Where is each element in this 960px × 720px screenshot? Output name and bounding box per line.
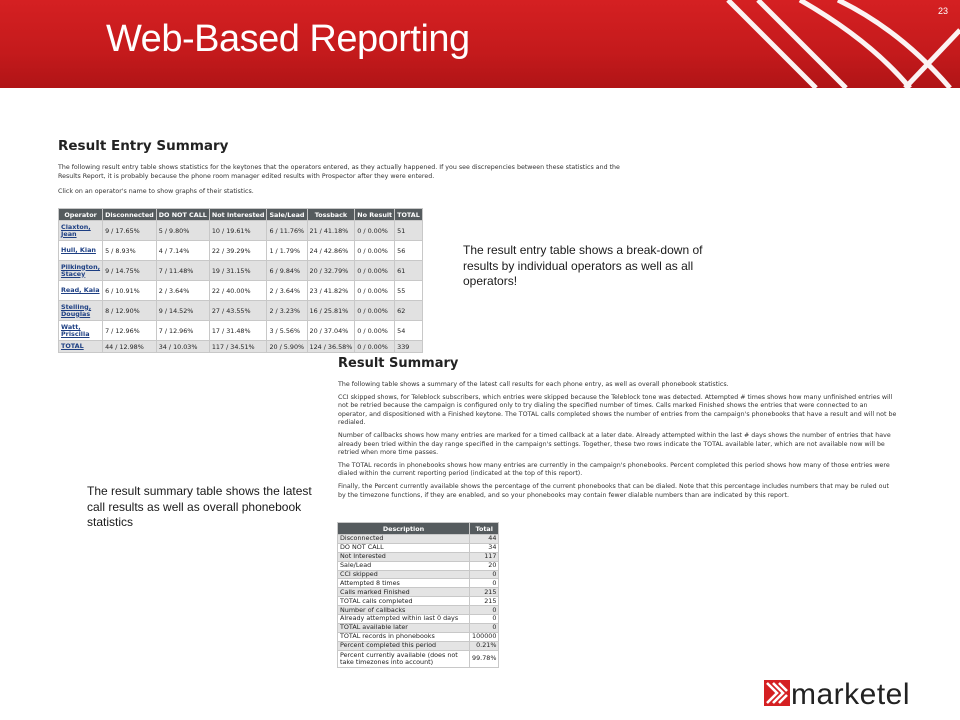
table-cell: 51 bbox=[395, 221, 423, 241]
summary-paragraph: The following table shows a summary of the latest call results for each phone entry, as well as overall phonebook statistics. bbox=[338, 381, 729, 388]
table-row bbox=[338, 543, 499, 552]
table-row bbox=[338, 552, 499, 561]
table-cell: 23 / 41.82% bbox=[307, 281, 355, 301]
table-cell: 56 bbox=[395, 241, 423, 261]
table-cell: 54 bbox=[395, 321, 423, 341]
table-row bbox=[59, 221, 423, 241]
table-row bbox=[338, 641, 499, 650]
table-cell: 117 bbox=[470, 552, 499, 561]
column-header: TOTAL bbox=[395, 209, 423, 221]
table-cell: 9 / 17.65% bbox=[103, 221, 157, 241]
operator-link[interactable]: Watt, Priscilla bbox=[59, 321, 103, 341]
table-cell: 4 / 7.14% bbox=[156, 241, 209, 261]
table-cell: 17 / 31.48% bbox=[209, 321, 267, 341]
summary-paragraph: The TOTAL records in phonebooks shows how many entries are currently in the campaign's phonebooks. Percent completed this period shows how many of those entries were dialed within the current reporting period (indicated at the top of this report). bbox=[338, 461, 890, 478]
table-cell: 24 / 42.86% bbox=[307, 241, 355, 261]
table-cell: 7 / 11.48% bbox=[156, 261, 209, 281]
column-header: Total bbox=[470, 523, 499, 535]
table-row bbox=[59, 261, 423, 281]
table-row bbox=[338, 632, 499, 641]
table-header-row bbox=[338, 523, 499, 535]
table-cell: Disconnected bbox=[338, 535, 470, 544]
table-cell: 5 / 8.93% bbox=[103, 241, 157, 261]
table-cell: 6 / 10.91% bbox=[103, 281, 157, 301]
table-cell: TOTAL calls completed bbox=[338, 597, 470, 606]
summary-table-callout: The result summary table shows the latest call results as well as overall phonebook statistics bbox=[87, 484, 312, 529]
result-summary-table bbox=[337, 522, 499, 668]
table-cell: TOTAL available later bbox=[338, 623, 470, 632]
table-cell: 21 / 41.18% bbox=[307, 221, 355, 241]
table-cell: 0 bbox=[470, 606, 499, 615]
table-cell: 44 / 12.98% bbox=[103, 341, 157, 353]
table-cell: 0 / 0.00% bbox=[355, 261, 395, 281]
result-summary-section bbox=[338, 356, 898, 504]
table-cell: 215 bbox=[470, 597, 499, 606]
table-total-row bbox=[59, 341, 423, 353]
table-cell: DO NOT CALL bbox=[338, 543, 470, 552]
table-cell: 0 / 0.00% bbox=[355, 281, 395, 301]
table-row bbox=[338, 597, 499, 606]
table-cell: 0 bbox=[470, 615, 499, 624]
table-cell: 34 bbox=[470, 543, 499, 552]
table-cell: CCI skipped bbox=[338, 570, 470, 579]
table-row bbox=[59, 281, 423, 301]
column-header: Description bbox=[338, 523, 470, 535]
result-entry-section bbox=[58, 138, 648, 197]
table-cell: Calls marked Finished bbox=[338, 588, 470, 597]
table-cell: 6 / 11.76% bbox=[267, 221, 307, 241]
table-cell: 2 / 3.64% bbox=[267, 281, 307, 301]
column-header: Operator bbox=[59, 209, 103, 221]
summary-paragraph: Finally, the Percent currently available shows the percentage of the current phonebooks that can be dialed. Note that this percentage includes numbers that may be ruled out by the timezone functions, if they are enabled, and so your phonebooks may contain fewer dialable numbers than are indicated by this report. bbox=[338, 482, 889, 499]
table-row bbox=[338, 588, 499, 597]
table-cell: 20 / 32.79% bbox=[307, 261, 355, 281]
table-cell: 215 bbox=[470, 588, 499, 597]
table-cell: 27 / 43.55% bbox=[209, 301, 267, 321]
operator-link[interactable]: Hull, Kian bbox=[59, 241, 103, 261]
table-cell: 1 / 1.79% bbox=[267, 241, 307, 261]
table-row bbox=[338, 561, 499, 570]
table-row bbox=[59, 301, 423, 321]
table-row bbox=[338, 570, 499, 579]
table-cell: 34 / 10.03% bbox=[156, 341, 209, 353]
table-cell: Number of callbacks bbox=[338, 606, 470, 615]
table-cell: 0 / 0.00% bbox=[355, 221, 395, 241]
result-entry-instruction: Click on an operator's name to show graphs of their statistics. bbox=[58, 188, 254, 196]
column-header: Tossback bbox=[307, 209, 355, 221]
result-entry-intro: The following result entry table shows statistics for the keytones that the operators entered, as they actually happened. If you see discrepencies between these statistics and the Results Report, it is probably because the phone room manager edited results with Prospector after they were entered. bbox=[58, 164, 620, 180]
table-row bbox=[338, 579, 499, 588]
table-cell: 44 bbox=[470, 535, 499, 544]
table-cell: 5 / 9.80% bbox=[156, 221, 209, 241]
column-header: Not Interested bbox=[209, 209, 267, 221]
table-cell: 16 / 25.81% bbox=[307, 301, 355, 321]
table-cell: 0.21% bbox=[470, 641, 499, 650]
table-cell: 339 bbox=[395, 341, 423, 353]
table-cell: 61 bbox=[395, 261, 423, 281]
slide-title: Web-Based Reporting bbox=[106, 18, 470, 60]
slide-number: 23 bbox=[937, 6, 948, 16]
operator-link[interactable]: Claxton, Jean bbox=[59, 221, 103, 241]
result-entry-heading: Result Entry Summary bbox=[58, 138, 229, 154]
table-cell: 55 bbox=[395, 281, 423, 301]
operator-link[interactable]: Pilkington, Stacey bbox=[59, 261, 103, 281]
table-row bbox=[59, 321, 423, 341]
table-row bbox=[338, 606, 499, 615]
table-cell: 7 / 12.96% bbox=[156, 321, 209, 341]
summary-paragraph: Number of callbacks shows how many entries are marked for a timed callback at a later date. Already attempted within the last # days shows the number of entries that have already been tried within the day range specified in the campaign's settings. Together, these two rows indicate the TOTAL available later, which are not available now will be retried when more time passes. bbox=[338, 431, 891, 457]
table-cell: 0 / 0.00% bbox=[355, 301, 395, 321]
operator-link-total[interactable]: TOTAL bbox=[59, 341, 103, 353]
table-cell: 0 / 0.00% bbox=[355, 321, 395, 341]
table-cell: 2 / 3.23% bbox=[267, 301, 307, 321]
table-cell: 0 / 0.00% bbox=[355, 341, 395, 353]
table-cell: 22 / 39.29% bbox=[209, 241, 267, 261]
column-header: DO NOT CALL bbox=[156, 209, 209, 221]
table-row bbox=[59, 241, 423, 261]
table-cell: 0 / 0.00% bbox=[355, 241, 395, 261]
table-cell: 9 / 14.75% bbox=[103, 261, 157, 281]
table-cell: Percent completed this period bbox=[338, 641, 470, 650]
table-cell: Not Interested bbox=[338, 552, 470, 561]
column-header: Sale/Lead bbox=[267, 209, 307, 221]
table-cell: 22 / 40.00% bbox=[209, 281, 267, 301]
table-cell: TOTAL records in phonebooks bbox=[338, 632, 470, 641]
table-cell: 9 / 14.52% bbox=[156, 301, 209, 321]
table-cell: 0 bbox=[470, 579, 499, 588]
table-cell: 62 bbox=[395, 301, 423, 321]
table-cell: 19 / 31.15% bbox=[209, 261, 267, 281]
result-summary-heading: Result Summary bbox=[338, 356, 459, 371]
column-header: No Result bbox=[355, 209, 395, 221]
table-cell: 20 bbox=[470, 561, 499, 570]
table-cell: 0 bbox=[470, 570, 499, 579]
table-cell: Percent currently available (does not take timezones into account) bbox=[338, 650, 470, 667]
table-row bbox=[338, 535, 499, 544]
marketel-logo-text: marketel bbox=[791, 678, 911, 711]
table-row bbox=[338, 615, 499, 624]
table-cell: 99.78% bbox=[470, 650, 499, 667]
table-cell: Already attempted within last 0 days bbox=[338, 615, 470, 624]
table-row bbox=[338, 623, 499, 632]
entry-table-callout: The result entry table shows a break-down of results by individual operators as well as all operators! bbox=[463, 243, 703, 288]
table-cell: 6 / 9.84% bbox=[267, 261, 307, 281]
result-entry-table bbox=[58, 208, 423, 353]
table-cell: 3 / 5.56% bbox=[267, 321, 307, 341]
operator-link[interactable]: Stelling, Douglas bbox=[59, 301, 103, 321]
table-cell: 20 / 5.90% bbox=[267, 341, 307, 353]
table-cell: 2 / 3.64% bbox=[156, 281, 209, 301]
table-cell: Attempted 8 times bbox=[338, 579, 470, 588]
table-cell: 8 / 12.90% bbox=[103, 301, 157, 321]
table-cell: Sale/Lead bbox=[338, 561, 470, 570]
column-header: Disconnected bbox=[103, 209, 157, 221]
table-cell: 20 / 37.04% bbox=[307, 321, 355, 341]
marketel-logo-icon bbox=[764, 680, 790, 706]
table-cell: 124 / 36.58% bbox=[307, 341, 355, 353]
operator-link[interactable]: Read, Kaia bbox=[59, 281, 103, 301]
table-cell: 0 bbox=[470, 623, 499, 632]
table-cell: 100000 bbox=[470, 632, 499, 641]
title-banner bbox=[0, 0, 960, 88]
table-cell: 10 / 19.61% bbox=[209, 221, 267, 241]
table-cell: 117 / 34.51% bbox=[209, 341, 267, 353]
summary-paragraph: CCI skipped shows, for Teleblock subscribers, which entries were skipped because the Teleblock tone was detected. Attempted # times shows how many unfinished entries will not be retried because the campaign is configured only to try dialing the specified number of times. Calls marked Finished shows the entries that were connected to an operator, and dispositioned with a Finished keytone. The TOTAL calls completed shows the number of entries from the campaign's phonebooks that have a result and will not be redialed. bbox=[338, 393, 897, 427]
table-cell: 7 / 12.96% bbox=[103, 321, 157, 341]
table-row bbox=[338, 650, 499, 667]
table-header-row bbox=[59, 209, 423, 221]
